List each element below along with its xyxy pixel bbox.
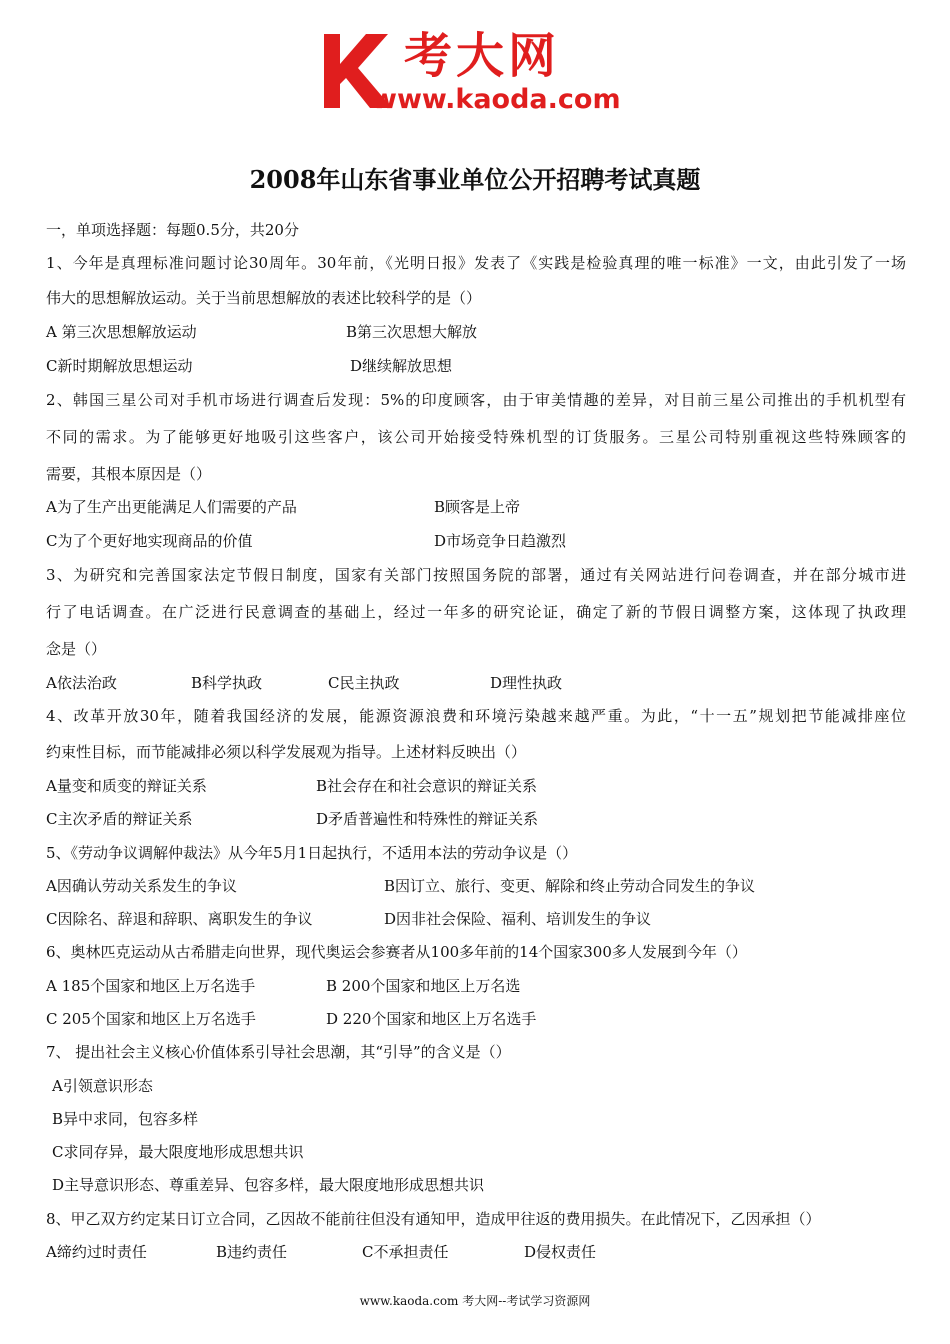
question-8-line-1: 8、甲乙双方约定某日订立合同，乙因故不能前往但没有通知甲，造成甲往返的费用损失。在此情况下，乙因承担（）: [46, 1210, 821, 1228]
question-2-option-b: B顾客是上帝: [434, 498, 521, 516]
question-8-option-a: A缔约过时责任: [46, 1243, 147, 1261]
question-3-line-2: 行了电话调查。在广泛进行民意调查的基础上，经过一年多的研究论证，确定了新的节假日调整方案，这体现了执政理: [46, 603, 906, 621]
question-5-option-c: C因除名、辞退和辞职、离职发生的争议: [46, 910, 313, 928]
question-6-option-c: C 205个国家和地区上万名选手: [46, 1010, 256, 1028]
question-4-option-d: D矛盾普遍性和特殊性的辩证关系: [316, 810, 539, 828]
question-8-option-b: B违约责任: [216, 1243, 288, 1261]
logo-url: www.kaoda.com: [372, 84, 621, 115]
logo-name: 考大网: [404, 28, 561, 84]
question-5-option-a: A因确认劳动关系发生的争议: [46, 877, 237, 895]
question-2-line-3: 需要，其根本原因是（）: [46, 465, 212, 483]
question-1-option-d: D继续解放思想: [350, 357, 453, 375]
section-heading: 一，单项选择题：每题0.5分，共20分: [46, 221, 299, 239]
question-3-line-1: 3、为研究和完善国家法定节假日制度，国家有关部门按照国务院的部署，通过有关网站进行问卷调查，并在部分城市进: [46, 566, 906, 584]
question-3-option-b: B科学执政: [191, 674, 263, 692]
question-5-option-d: D因非社会保险、福利、培训发生的争议: [384, 910, 652, 928]
question-8-option-d: D侵权责任: [524, 1243, 597, 1261]
question-7-option-a: A引领意识形态: [52, 1077, 153, 1095]
question-3-option-c: C民主执政: [328, 674, 400, 692]
question-3-option-d: D理性执政: [490, 674, 563, 692]
question-7-option-c: C求同存异，最大限度地形成思想共识: [52, 1143, 304, 1161]
question-1-option-c: C新时期解放思想运动: [46, 357, 193, 375]
question-4-option-c: C主次矛盾的辩证关系: [46, 810, 193, 828]
question-6-option-d: D 220个国家和地区上万名选手: [326, 1010, 537, 1028]
question-7-option-d: D主导意识形态、尊重差异、包容多样，最大限度地形成思想共识: [52, 1176, 485, 1194]
kaoda-logo[interactable]: [318, 28, 648, 118]
question-4-line-2: 约束性目标，而节能减排必须以科学发展观为指导。上述材料反映出（）: [46, 743, 527, 761]
question-2-option-d: D市场竞争日趋激烈: [434, 532, 567, 550]
question-7-option-b: B异中求同，包容多样: [52, 1110, 199, 1128]
question-5-line-1: 5、《劳动争议调解仲裁法》从今年5月1日起执行，不适用本法的劳动争议是（）: [46, 844, 578, 862]
question-6-option-b: B 200个国家和地区上万名选: [326, 977, 521, 995]
question-4-option-a: A量变和质变的辩证关系: [46, 777, 207, 795]
question-1-option-b: B第三次思想大解放: [346, 323, 478, 341]
question-2-line-2: 不同的需求。为了能够更好地吸引这些客户，该公司开始接受特殊机型的订货服务。三星公司特别重视这些特殊顾客的: [46, 428, 906, 446]
question-1-line-1: 1、今年是真理标准问题讨论30周年。30年前，《光明日报》发表了《实践是检验真理的唯一标准》一文，由此引发了一场: [46, 254, 906, 272]
question-1-option-a: A 第三次思想解放运动: [46, 323, 197, 341]
page-title: 2008年山东省事业单位公开招聘考试真题: [249, 165, 701, 194]
question-2-option-a: A为了生产出更能满足人们需要的产品: [46, 498, 297, 516]
question-2-line-1: 2、韩国三星公司对手机市场进行调查后发现：5%的印度顾客，由于审美情趣的差异，对目前三星公司推出的手机机型有: [46, 391, 906, 409]
question-3-option-a: A依法治政: [46, 674, 117, 692]
question-7-line-1: 7、 提出社会主义核心价值体系引导社会思潮，其“引导”的含义是（）: [46, 1043, 511, 1061]
question-8-option-c: C不承担责任: [362, 1243, 449, 1261]
question-4-line-1: 4、改革开放30年，随着我国经济的发展，能源资源浪费和环境污染越来越严重。为此，“十一五”规划把节能减排座位: [46, 707, 906, 725]
question-5-option-b: B因订立、旅行、变更、解除和终止劳动合同发生的争议: [384, 877, 756, 895]
question-3-line-3: 念是（）: [46, 640, 107, 658]
question-1-line-2: 伟大的思想解放运动。关于当前思想解放的表述比较科学的是（）: [46, 289, 482, 307]
page-footer[interactable]: www.kaoda.com 考大网--考试学习资源网: [359, 1294, 591, 1308]
question-6-line-1: 6、奥林匹克运动从古希腊走向世界，现代奥运会参赛者从100多年前的14个国家300多人发展到今年（）: [46, 943, 747, 961]
question-6-option-a: A 185个国家和地区上万名选手: [46, 977, 256, 995]
question-2-option-c: C为了个更好地实现商品的价值: [46, 532, 253, 550]
question-4-option-b: B社会存在和社会意识的辩证关系: [316, 777, 538, 795]
